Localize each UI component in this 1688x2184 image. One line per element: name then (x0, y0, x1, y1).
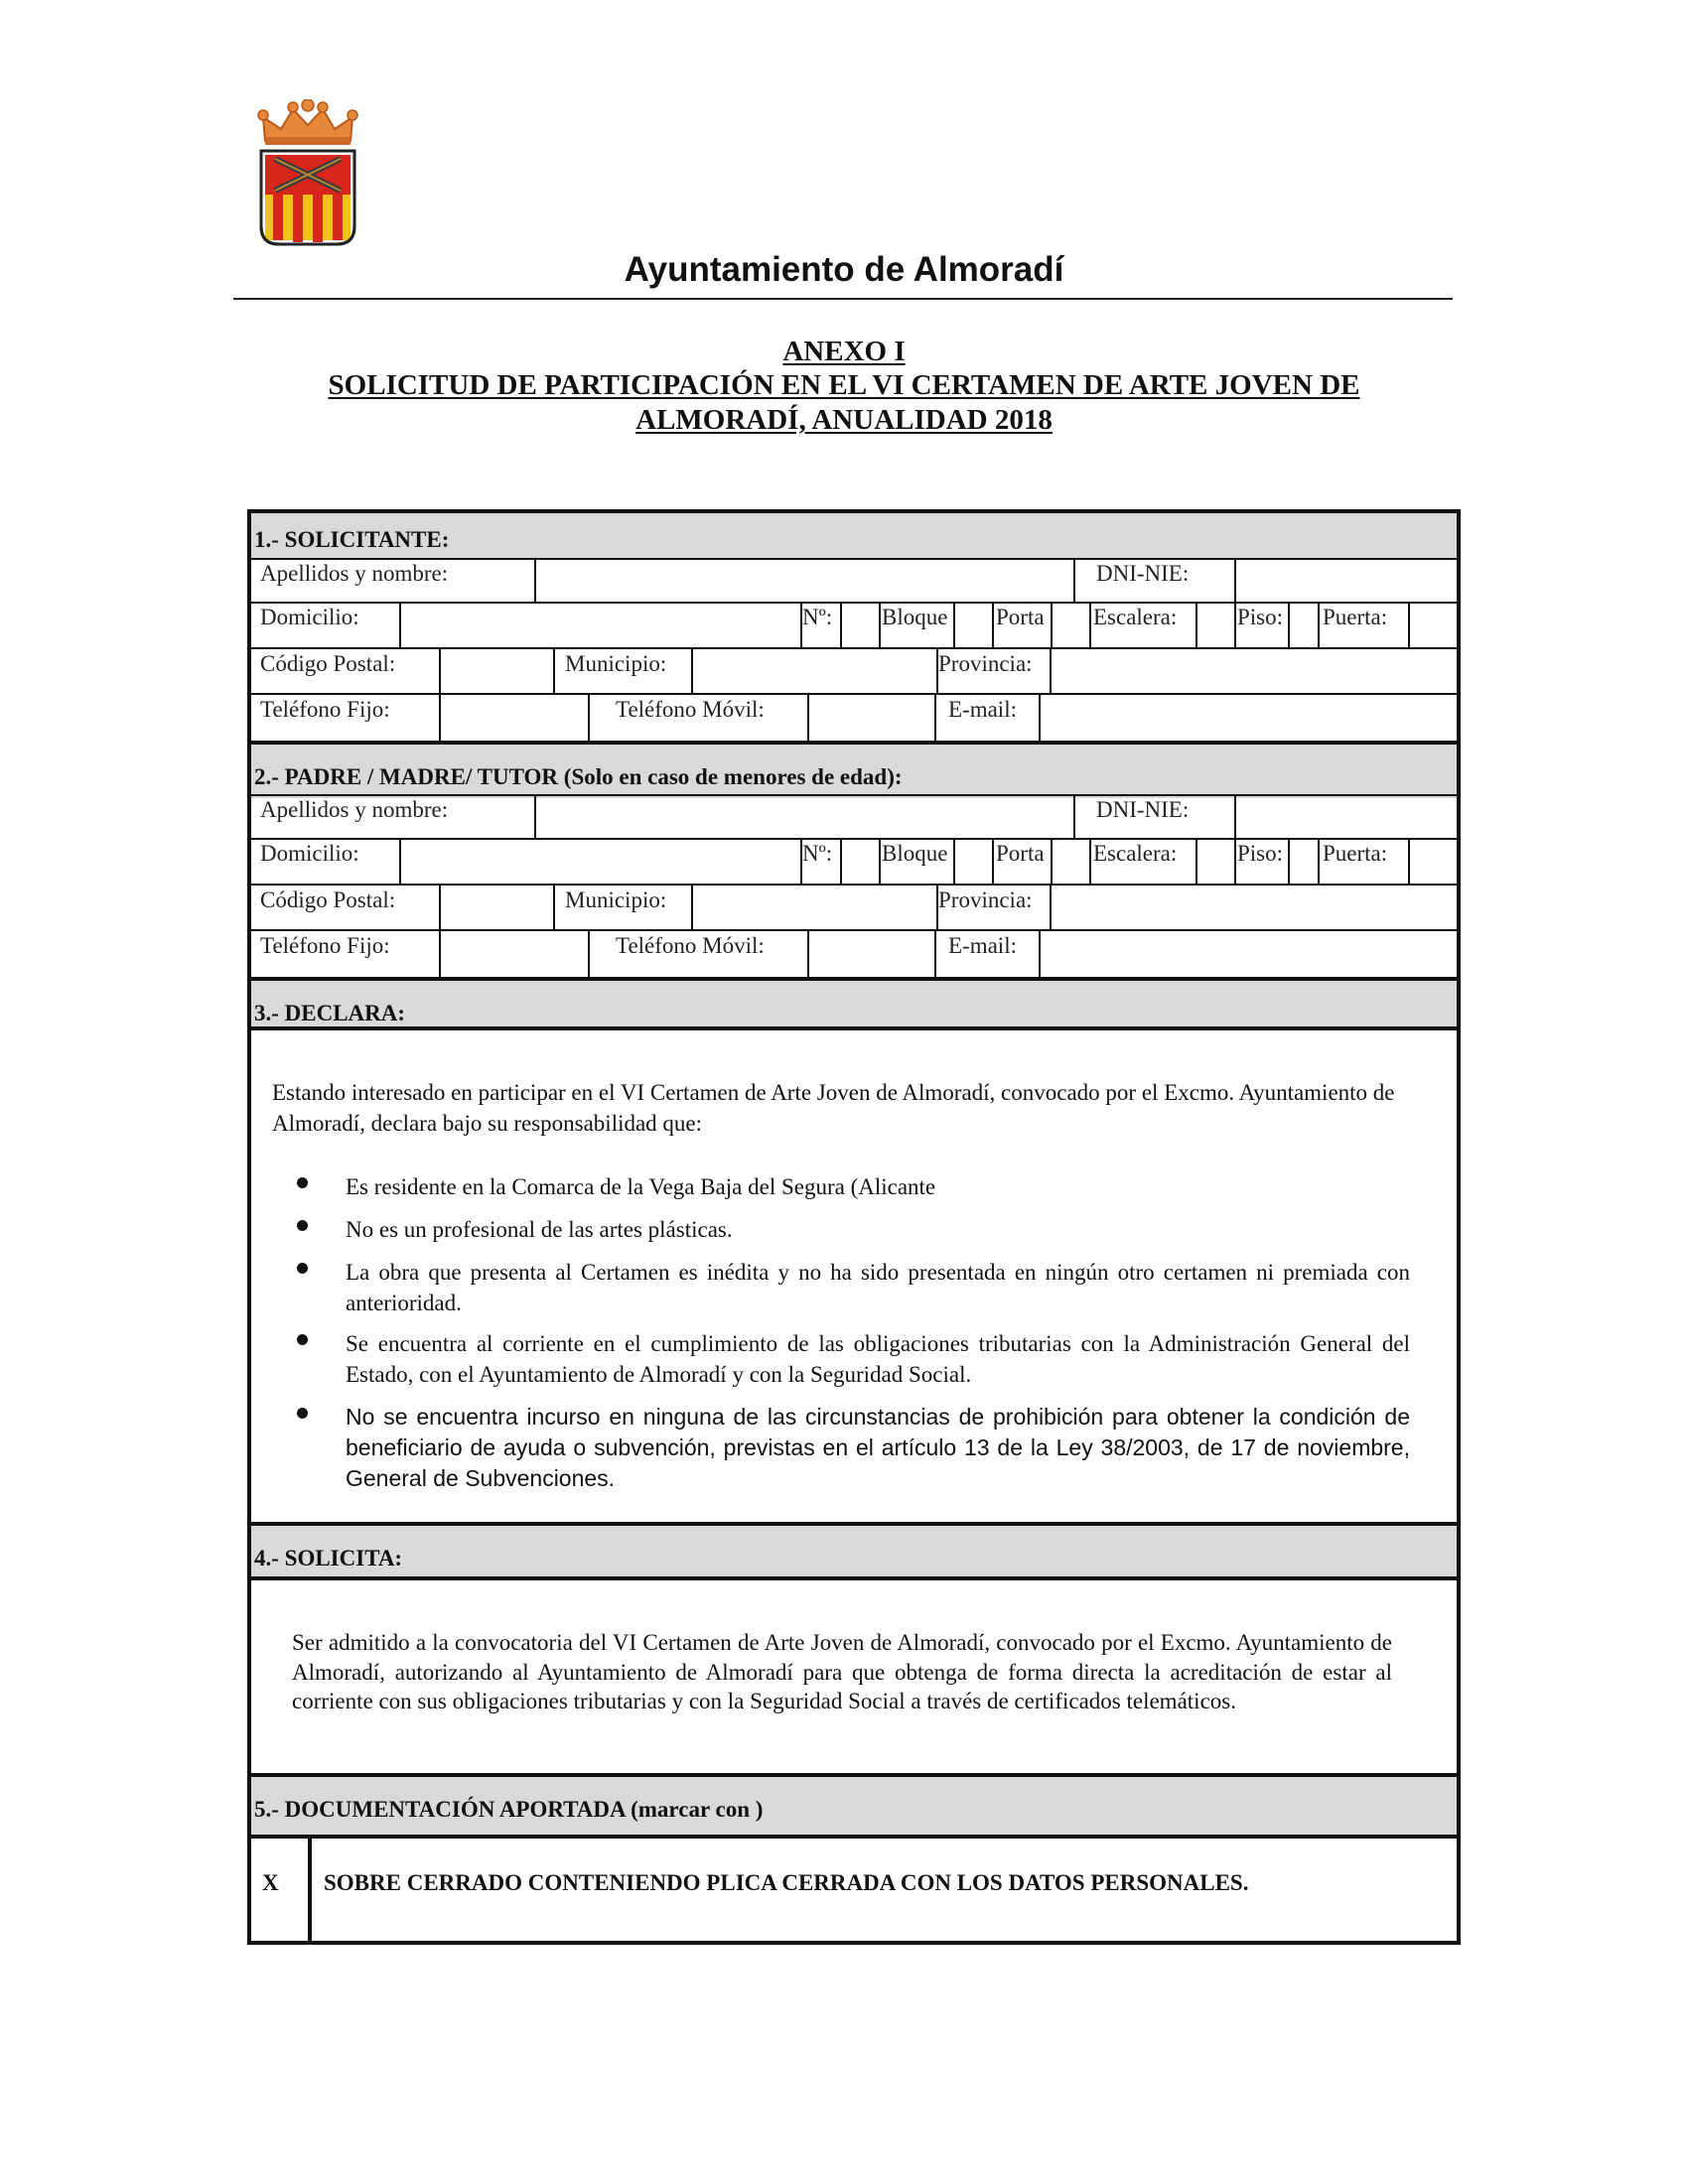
s2-stairs-label: Escalera: (1093, 841, 1178, 866)
s2-portal-label: Porta (996, 841, 1045, 866)
cell-divider (439, 884, 441, 929)
divider (251, 647, 1457, 649)
cell-divider (1039, 929, 1041, 977)
s1-postal-code-label: Código Postal: (260, 651, 396, 676)
s1-door-label: Puerta: (1323, 605, 1388, 629)
section-1-title: 1.- SOLICITANTE: (254, 527, 450, 552)
cell-divider (1234, 602, 1236, 647)
cell-divider (840, 838, 842, 884)
annex-title: ANEXO I (782, 336, 906, 367)
bullet-icon (297, 1220, 308, 1231)
cell-divider (879, 602, 881, 647)
s2-address-field[interactable] (401, 840, 798, 882)
cell-divider (588, 929, 590, 977)
cell-divider (1234, 838, 1236, 884)
declaration-item-1: Es residente en la Comarca de la Vega Baja del Segura (Alicante (346, 1174, 936, 1199)
section-4-header (251, 1522, 1457, 1580)
section-3-title: 3.- DECLARA: (254, 1001, 406, 1025)
cell-divider (1051, 838, 1053, 884)
cell-divider (553, 884, 555, 929)
cell-divider (439, 929, 441, 977)
s2-province-label: Provincia: (938, 887, 1033, 912)
s1-mobile-label: Teléfono Móvil: (616, 697, 765, 722)
cell-divider (807, 693, 809, 741)
s1-dni-label: DNI-NIE: (1096, 561, 1190, 586)
s2-name-label: Apellidos y nombre: (260, 797, 449, 822)
cell-divider (308, 1837, 312, 1941)
cell-divider (439, 693, 441, 741)
cell-divider (1073, 794, 1075, 838)
s1-landline-label: Teléfono Fijo: (260, 697, 390, 722)
s1-dni-field[interactable] (1236, 560, 1455, 600)
cell-divider (1050, 647, 1052, 693)
s1-floor-label: Piso: (1237, 605, 1284, 629)
s1-portal-label: Porta (996, 605, 1045, 629)
section-2-title: 2.- PADRE / MADRE/ TUTOR (Solo en caso de menores de edad): (254, 764, 903, 789)
s2-floor-label: Piso: (1237, 841, 1284, 866)
cell-divider (840, 602, 842, 647)
s2-number-label: Nº: (802, 841, 833, 866)
cell-divider (691, 647, 693, 693)
cell-divider (807, 929, 809, 977)
document-subject-line-2: ALMORADÍ, ANUALIDAD 2018 (635, 404, 1053, 436)
s1-name-field[interactable] (536, 560, 1072, 600)
cell-divider (1089, 838, 1091, 884)
cell-divider (934, 929, 936, 977)
s2-email-label: E-mail: (948, 933, 1017, 958)
s1-name-label: Apellidos y nombre: (260, 561, 449, 586)
cell-divider (1318, 838, 1320, 884)
s2-dni-label: DNI-NIE: (1096, 797, 1190, 822)
divider (251, 1576, 1457, 1580)
s2-block-label: Bloque (882, 841, 948, 866)
cell-divider (1288, 602, 1290, 647)
documentation-checkbox-mark[interactable]: X (262, 1870, 279, 1895)
cell-divider (934, 693, 936, 741)
cell-divider (953, 602, 955, 647)
header-divider (233, 298, 1453, 300)
declaration-item-5: No se encuentra incurso en ninguna de las circunstancias de prohibición para obtener la condición de beneficiario de ayuda o subvención, previstas en el artículo 13 de la Ley 38/2003, de 17 de noviembre, General de Subvenciones. (346, 1404, 1410, 1491)
s1-stairs-label: Escalera: (1093, 605, 1178, 629)
s2-door-label: Puerta: (1323, 841, 1388, 866)
cell-divider (1196, 838, 1197, 884)
s2-landline-label: Teléfono Fijo: (260, 933, 390, 958)
divider (251, 1026, 1457, 1030)
section-5-title: 5.- DOCUMENTACIÓN APORTADA (marcar con ) (254, 1797, 764, 1822)
documentation-item-label: SOBRE CERRADO CONTENIENDO PLICA CERRADA CON LOS DATOS PERSONALES. (324, 1870, 1249, 1895)
s2-address-label: Domicilio: (260, 841, 359, 866)
cell-divider (1050, 884, 1052, 929)
cell-divider (691, 884, 693, 929)
s2-mobile-label: Teléfono Móvil: (616, 933, 765, 958)
cell-divider (1408, 602, 1410, 647)
cell-divider (1408, 838, 1410, 884)
organization-title: Ayuntamiento de Almoradí (624, 250, 1064, 289)
cell-divider (1288, 838, 1290, 884)
cell-divider (1051, 602, 1053, 647)
cell-divider (879, 838, 881, 884)
bullet-icon (297, 1263, 308, 1274)
cell-divider (439, 647, 441, 693)
s2-dni-field[interactable] (1236, 796, 1455, 836)
coat-of-arms-logo (253, 99, 362, 248)
divider (251, 929, 1457, 931)
s1-address-label: Domicilio: (260, 605, 359, 629)
section-3-header (251, 977, 1457, 1030)
s1-number-label: Nº: (802, 605, 833, 629)
divider (251, 1835, 1457, 1839)
declaration-item-2: No es un profesional de las artes plásticas. (346, 1217, 733, 1242)
cell-divider (588, 693, 590, 741)
s2-postal-code-label: Código Postal: (260, 887, 396, 912)
cell-divider (1039, 693, 1041, 741)
divider (251, 693, 1457, 695)
s1-municipality-label: Municipio: (565, 651, 667, 676)
cell-divider (953, 838, 955, 884)
declaration-item-4: Se encuentra al corriente en el cumplimiento de las obligaciones tributarias con la Administración General del Estado, con el Ayuntamiento de Almoradí y con la Seguridad Social. (346, 1331, 1410, 1387)
declaration-intro: Estando interesado en participar en el VI Certamen de Arte Joven de Almoradí, convocado por el Excmo. Ayuntamiento de Almoradí, declara bajo su responsabilidad que: (272, 1080, 1395, 1136)
cell-divider (992, 838, 994, 884)
declaration-item-3: La obra que presenta al Certamen es inédita y no ha sido presentada en ningún otro certamen ni premiada con anterioridad. (346, 1260, 1410, 1315)
cell-divider (1196, 602, 1197, 647)
s1-email-label: E-mail: (948, 697, 1017, 722)
s2-municipality-label: Municipio: (565, 887, 667, 912)
cell-divider (553, 647, 555, 693)
bullet-icon (297, 1334, 308, 1345)
s1-address-field[interactable] (401, 604, 798, 645)
cell-divider (1318, 602, 1320, 647)
document-subject-line-1: SOLICITUD DE PARTICIPACIÓN EN EL VI CERTAMEN DE ARTE JOVEN DE (328, 369, 1360, 401)
request-text: Ser admitido a la convocatoria del VI Certamen de Arte Joven de Almoradí, convocado por el Excmo. Ayuntamiento de Almoradí, autorizando al Ayuntamiento de Almoradí para que obtenga de forma directa la acreditación de estar al corriente con sus obligaciones tributarias y con la Seguridad Social a través de certificados telemáticos. (292, 1630, 1392, 1713)
s2-name-field[interactable] (536, 796, 1072, 836)
s1-block-label: Bloque (882, 605, 948, 629)
s1-province-label: Provincia: (938, 651, 1033, 676)
bullet-icon (297, 1408, 308, 1419)
cell-divider (1089, 602, 1091, 647)
divider (251, 884, 1457, 886)
section-4-title: 4.- SOLICITA: (254, 1546, 403, 1570)
bullet-icon (297, 1177, 308, 1188)
cell-divider (992, 602, 994, 647)
cell-divider (1073, 558, 1075, 602)
